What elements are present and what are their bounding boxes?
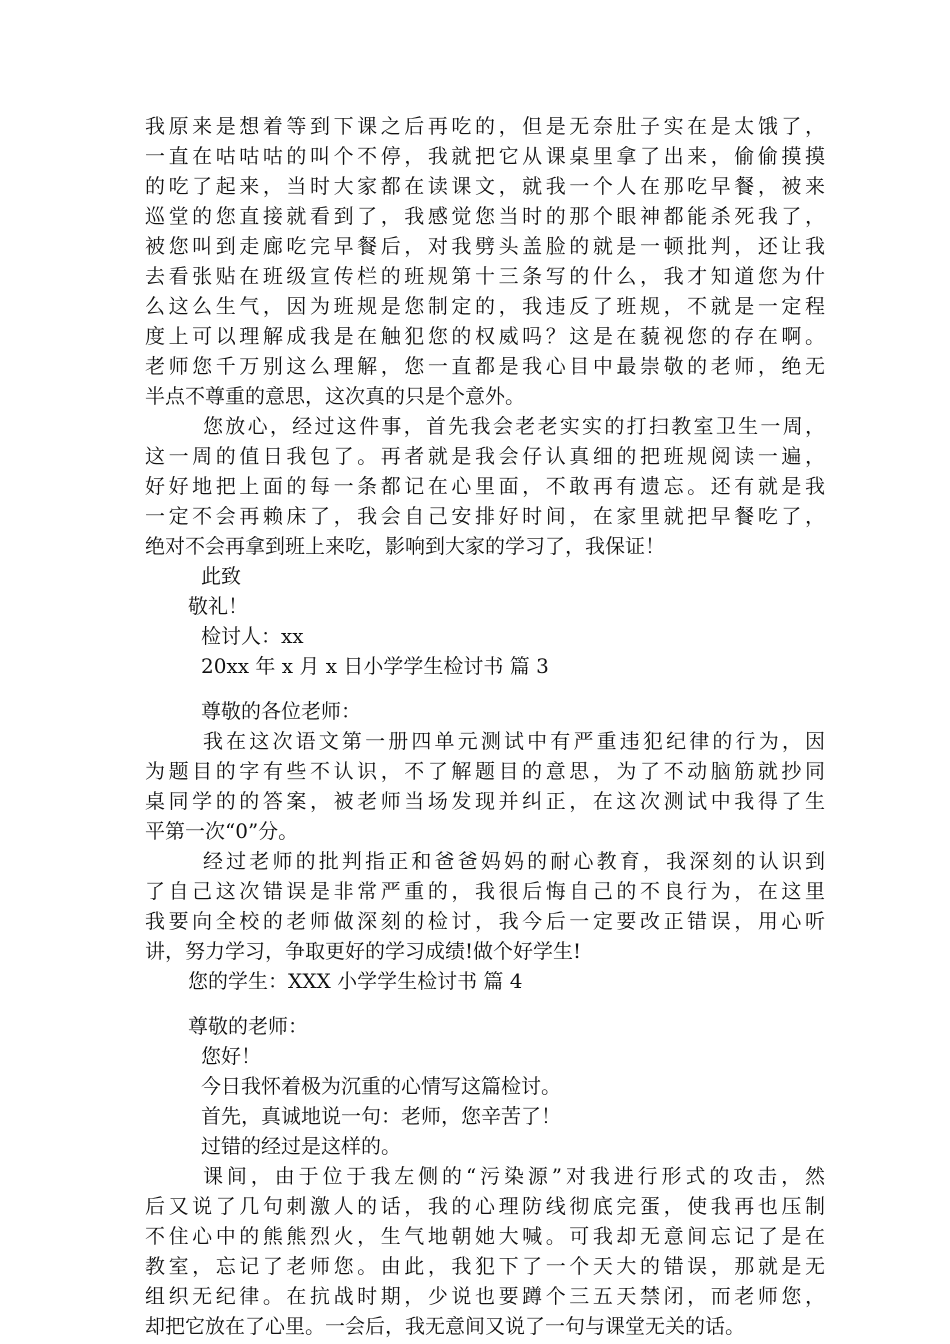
text-line: 过错的经过是这样的。 (201, 1134, 401, 1158)
salutation: 尊敬的各位老师： (201, 699, 361, 723)
text-line: 后又说了几句刺激人的话，我的心理防线彻底完蛋，使我再也压制 (145, 1194, 825, 1218)
text-line: 半点不尊重的意思，这次真的只是个意外。 (145, 384, 525, 408)
text-line: 今日我怀着极为沉重的心情写这篇检讨。 (201, 1074, 561, 1098)
date-and-section-title: 20xx 年 x 月 x 日小学学生检讨书 篇 3 (201, 654, 549, 678)
closing-jingli: 敬礼！ (188, 594, 248, 618)
text-line: 桌同学的的答案，被老师当场发现并纠正，在这次测试中我得了生 (145, 789, 825, 813)
text-line: 组织无纪律。在抗战时期，少说也要蹲个三五天禁闭，而老师您， (145, 1284, 825, 1308)
text-line: 却把它放在了心里。一会后，我无意间又说了一句与课堂无关的话。 (145, 1314, 745, 1338)
text-line: 去看张贴在班级宣传栏的班规第十三条写的什么，我才知道您为什 (145, 264, 825, 288)
closing-cizhi: 此致 (201, 564, 241, 588)
text-line: 不住心中的熊熊烈火，生气地朝她大喊。可我却无意间忘记了是在 (145, 1224, 825, 1248)
text-line: 教室，忘记了老师您。由此，我犯下了一个天大的错误，那就是无 (145, 1254, 825, 1278)
paragraph-first-line: 经过老师的批判指正和爸爸妈妈的耐心教育，我深刻的认识到 (203, 849, 825, 873)
text-line: 一直在咕咕咕的叫个不停，我就把它从课桌里拿了出来，偷偷摸摸 (145, 144, 825, 168)
text-line: 了自己这次错误是非常严重的，我很后悔自己的不良行为，在这里 (145, 879, 825, 903)
text-line: 巡堂的您直接就看到了，我感觉您当时的那个眼神都能杀死我了， (145, 204, 825, 228)
paragraph-first-line: 我在这次语文第一册四单元测试中有严重违犯纪律的行为，因 (203, 729, 825, 753)
text-line: 老师您千万别这么理解，您一直都是我心目中最崇敬的老师，绝无 (145, 354, 825, 378)
text-line: 首先，真诚地说一句：老师，您辛苦了！ (201, 1104, 561, 1128)
salutation: 尊敬的老师： (188, 1014, 308, 1038)
greeting-line: 您好！ (201, 1044, 261, 1068)
text-line: 么这么生气，因为班规是您制定的，我违反了班规，不就是一定程 (145, 294, 825, 318)
text-line: 度上可以理解成我是在触犯您的权威吗？这是在藐视您的存在啊。 (145, 324, 825, 348)
text-line: 被您叫到走廊吃完早餐后，对我劈头盖脸的就是一顿批判，还让我 (145, 234, 825, 258)
text-line: 为题目的字有些不认识，不了解题目的意思，为了不动脑筋就抄同 (145, 759, 825, 783)
signature-author: 检讨人：xx (201, 624, 304, 648)
signature-and-section-title: 您的学生：XXX 小学学生检讨书 篇 4 (188, 969, 523, 993)
text-line: 好好地把上面的每一条都记在心里面，不敢再有遗忘。还有就是我 (145, 474, 825, 498)
paragraph-first-line: 课间，由于位于我左侧的“污染源”对我进行形式的攻击，然 (203, 1164, 825, 1188)
text-line: 绝对不会再拿到班上来吃，影响到大家的学习了，我保证！ (145, 534, 665, 558)
paragraph-first-line: 您放心，经过这件事，首先我会老老实实的打扫教室卫生一周， (203, 414, 825, 438)
text-line: 讲，努力学习，争取更好的学习成绩!做个好学生! (145, 939, 582, 963)
text-line: 平第一次“0”分。 (145, 819, 299, 843)
text-line: 的吃了起来，当时大家都在读课文，就我一个人在那吃早餐，被来 (145, 174, 825, 198)
text-line: 这一周的值日我包了。再者就是我会仔认真细的把班规阅读一遍， (145, 444, 825, 468)
text-line: 我原来是想着等到下课之后再吃的，但是无奈肚子实在是太饿了， (145, 114, 825, 138)
text-line: 我要向全校的老师做深刻的检讨，我今后一定要改正错误，用心听 (145, 909, 825, 933)
text-line: 一定不会再赖床了，我会自己安排好时间，在家里就把早餐吃了， (145, 504, 825, 528)
